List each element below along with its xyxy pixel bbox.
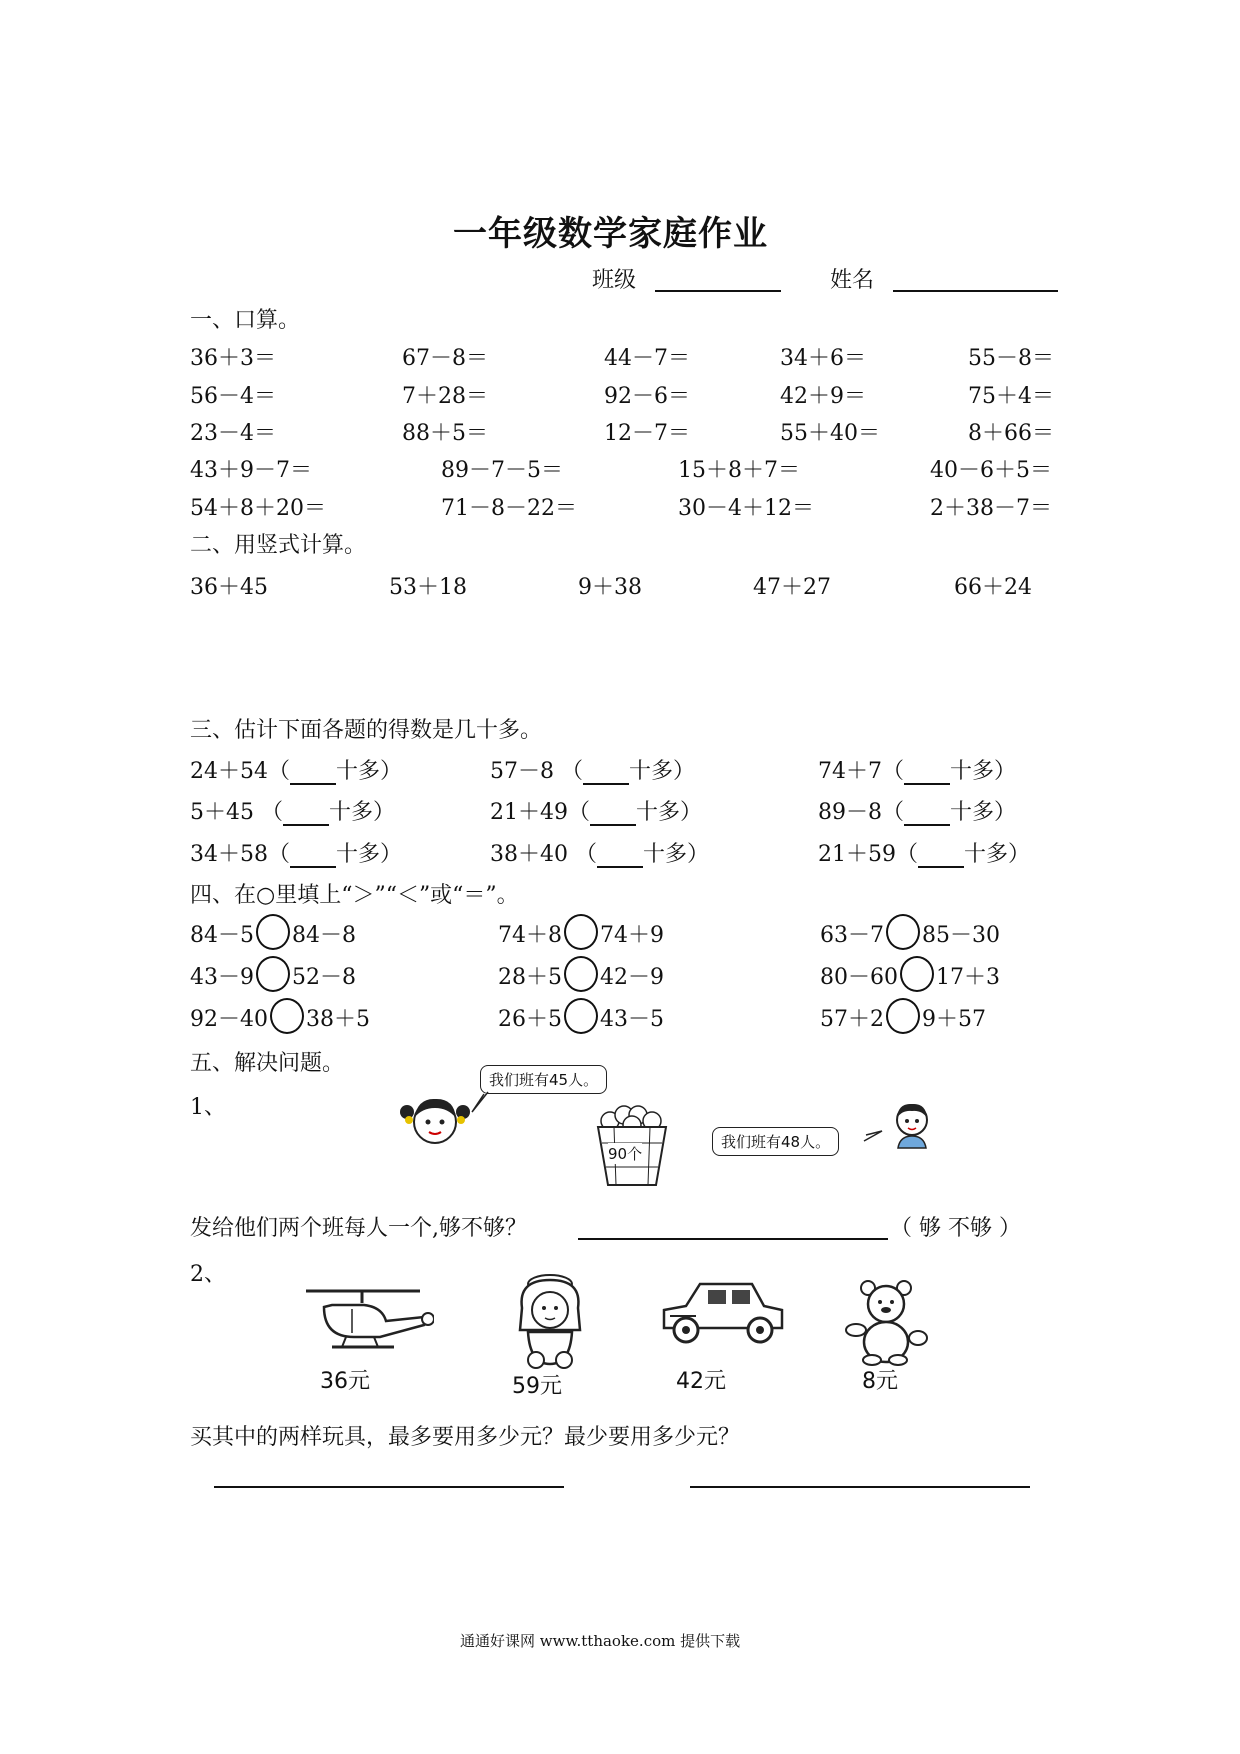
teddy-bear-icon (842, 1280, 930, 1366)
oral-calc-item: 44－7＝ (604, 346, 690, 371)
toy-price: 36元 (320, 1369, 370, 1394)
section-1-heading: 一、口算。 (190, 308, 301, 333)
oral-calc-item: 75＋4＝ (968, 384, 1054, 409)
oral-calc-item: 2＋38－7＝ (930, 496, 1052, 521)
vertical-calc-item: 53＋18 (389, 575, 467, 600)
car-icon (656, 1276, 790, 1348)
toy-price: 8元 (862, 1369, 898, 1394)
doll-icon (500, 1268, 600, 1370)
estimate-item: 34＋58（ 十多） (190, 842, 403, 867)
oral-calc-item: 34＋6＝ (780, 346, 866, 371)
compare-circle[interactable] (256, 956, 290, 992)
compare-item: 26＋5 43－5 (498, 1002, 664, 1038)
boy-speech-bubble: 我们班有48人。 (712, 1127, 839, 1156)
speech-tail-icon (862, 1125, 884, 1147)
helicopter-icon (302, 1285, 434, 1353)
compare-circle[interactable] (564, 998, 598, 1034)
oral-calc-item: 7＋28＝ (402, 384, 488, 409)
oral-calc-item: 23－4＝ (190, 421, 276, 446)
footer-source: 通通好课网 www.tthaoke.com 提供下载 (460, 1632, 741, 1650)
oral-calc-item: 89－7－5＝ (441, 458, 563, 483)
compare-circle[interactable] (886, 998, 920, 1034)
compare-item: 63－7 85－30 (820, 918, 1000, 954)
oral-calc-item: 55－8＝ (968, 346, 1054, 371)
name-blank[interactable] (893, 290, 1058, 292)
oral-calc-item: 56－4＝ (190, 384, 276, 409)
vertical-calc-item: 47＋27 (753, 575, 831, 600)
compare-item: 74＋8 74＋9 (498, 918, 664, 954)
problem-1-question: 发给他们两个班每人一个,够不够？ (190, 1216, 527, 1241)
oral-calc-item: 12－7＝ (604, 421, 690, 446)
problem-2-answer-line-max[interactable] (214, 1486, 564, 1488)
estimate-blank[interactable] (583, 761, 629, 785)
estimate-blank[interactable] (918, 844, 964, 868)
oral-calc-item: 8＋66＝ (968, 421, 1054, 446)
compare-item: 84－5 84－8 (190, 918, 356, 954)
problem-2-number: 2、 (190, 1262, 226, 1287)
section-5-heading: 五、解决问题。 (190, 1051, 345, 1076)
estimate-item: 24＋54（ 十多） (190, 759, 403, 784)
toy-price: 42元 (676, 1369, 726, 1394)
compare-circle[interactable] (256, 914, 290, 950)
estimate-blank[interactable] (904, 802, 950, 826)
section-4-heading: 四、在○里填上“＞”“＜”或“＝”。 (190, 883, 519, 908)
compare-item: 92－40 38＋5 (190, 1002, 370, 1038)
basket-label: 90个 (608, 1145, 643, 1163)
compare-item: 28＋5 42－9 (498, 960, 664, 996)
toy-price: 59元 (512, 1374, 562, 1399)
oral-calc-item: 67－8＝ (402, 346, 488, 371)
estimate-item: 21＋49（ 十多） (490, 800, 703, 825)
vertical-calc-item: 9＋38 (578, 575, 642, 600)
oral-calc-item: 15＋8＋7＝ (678, 458, 800, 483)
compare-item: 57＋2 9＋57 (820, 1002, 986, 1038)
oral-calc-item: 54＋8＋20＝ (190, 496, 326, 521)
boy-icon (888, 1098, 936, 1150)
estimate-item: 5＋45 （ 十多） (190, 800, 396, 825)
compare-item: 80－60 17＋3 (820, 960, 1000, 996)
oral-calc-item: 30－4＋12＝ (678, 496, 814, 521)
problem-1-answer-line[interactable] (578, 1238, 888, 1240)
estimate-item: 89－8（ 十多） (818, 800, 1017, 825)
oral-calc-item: 92－6＝ (604, 384, 690, 409)
estimate-blank[interactable] (904, 761, 950, 785)
problem-2-question: 买其中的两样玩具，最多要用多少元？最少要用多少元？ (190, 1425, 741, 1450)
problem-2-answer-line-min[interactable] (690, 1486, 1030, 1488)
section-2-heading: 二、用竖式计算。 (190, 533, 367, 558)
oral-calc-item: 43＋9－7＝ (190, 458, 312, 483)
section-3-heading: 三、估计下面各题的得数是几十多。 (190, 718, 543, 743)
estimate-item: 38＋40 （ 十多） (490, 842, 709, 867)
oral-calc-item: 88＋5＝ (402, 421, 488, 446)
estimate-blank[interactable] (290, 761, 336, 785)
estimate-blank[interactable] (283, 802, 329, 826)
estimate-item: 74＋7（ 十多） (818, 759, 1017, 784)
estimate-blank[interactable] (590, 802, 636, 826)
problem-1-number: 1、 (190, 1095, 226, 1120)
class-label: 班级 (592, 268, 637, 293)
estimate-item: 57－8 （ 十多） (490, 759, 696, 784)
oral-calc-item: 55＋40＝ (780, 421, 880, 446)
estimate-blank[interactable] (597, 844, 643, 868)
vertical-calc-item: 66＋24 (954, 575, 1032, 600)
compare-circle[interactable] (270, 998, 304, 1034)
compare-circle[interactable] (886, 914, 920, 950)
vertical-calc-item: 36＋45 (190, 575, 268, 600)
estimate-blank[interactable] (290, 844, 336, 868)
oral-calc-item: 36＋3＝ (190, 346, 276, 371)
compare-item: 43－9 52－8 (190, 960, 356, 996)
speech-tail-icon (470, 1090, 490, 1114)
oral-calc-item: 71－8－22＝ (441, 496, 577, 521)
oral-calc-item: 40－6＋5＝ (930, 458, 1052, 483)
compare-circle[interactable] (900, 956, 934, 992)
estimate-item: 21＋59（ 十多） (818, 842, 1031, 867)
girl-speech-bubble: 我们班有45人。 (480, 1065, 607, 1094)
page-title: 一年级数学家庭作业 (453, 214, 768, 254)
problem-1-options: （ 够 不够 ） (890, 1216, 1021, 1241)
class-blank[interactable] (655, 290, 781, 292)
oral-calc-item: 42＋9＝ (780, 384, 866, 409)
name-label: 姓名 (830, 268, 875, 293)
compare-circle[interactable] (564, 956, 598, 992)
compare-circle[interactable] (564, 914, 598, 950)
girl-icon (398, 1090, 472, 1148)
